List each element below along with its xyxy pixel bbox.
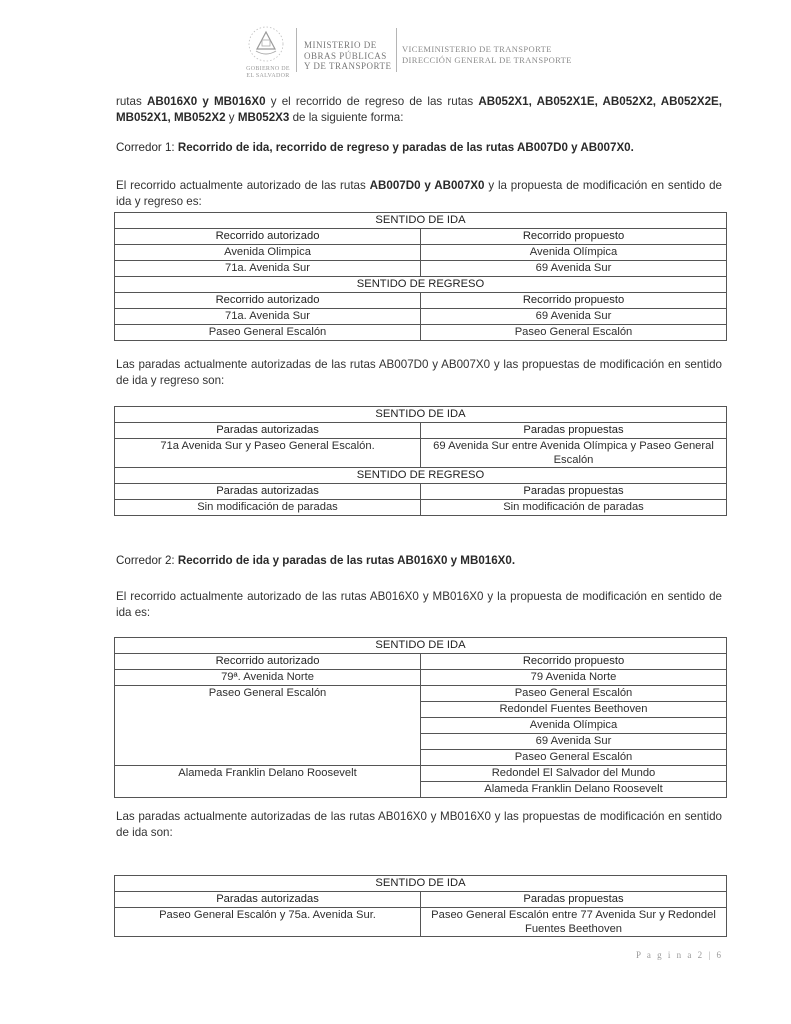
- corredor-2-paragraph-2: Las paradas actualmente autorizadas de las rutas AB016X0 y MB016X0 y las propuestas de modificación en sentido de ida son:: [116, 810, 722, 839]
- corredor-1-route-table: [114, 212, 727, 341]
- table-row: [115, 670, 727, 686]
- table-cell: 79ª. Avenida Norte: [115, 670, 421, 686]
- intro-text: rutas: [116, 95, 147, 108]
- corredor-title: Recorrido de ida y paradas de las rutas AB016X0 y MB016X0.: [174, 554, 516, 567]
- table-section-title: SENTIDO DE IDA: [115, 638, 727, 654]
- column-header: Paradas autorizadas: [115, 892, 421, 908]
- table-cell: Avenida Olímpica: [421, 718, 727, 734]
- column-header: Paradas propuestas: [421, 484, 727, 500]
- table-cell: Alameda Franklin Delano Roosevelt: [421, 782, 727, 798]
- corredor-label: Corredor 1:: [116, 141, 175, 154]
- table-row: [115, 213, 727, 229]
- paragraph-text: y la propuesta de modificación en sentido de ida y regreso es:: [116, 179, 723, 208]
- header-divider: [296, 28, 297, 72]
- table-cell: Paseo General Escalón: [421, 750, 727, 766]
- seal-caption-line: EL SALVADOR: [246, 73, 290, 79]
- corredor-1-paragraph-1: [116, 178, 722, 210]
- table-cell: 79 Avenida Norte: [421, 670, 727, 686]
- vice-line: DIRECCIÓN GENERAL DE TRANSPORTE: [402, 55, 572, 65]
- corredor-1-heading: [116, 141, 634, 154]
- corredor-2-route-table: [114, 637, 727, 798]
- vice-line: VICEMINISTERIO DE TRANSPORTE: [402, 44, 552, 54]
- corredor-title: Recorrido de ida, recorrido de regreso y paradas de las rutas AB007D0 y AB007X0.: [174, 141, 634, 154]
- table-cell: 69 Avenida Sur: [421, 309, 727, 325]
- table-cell: Paseo General Escalón: [115, 686, 421, 766]
- column-header: Recorrido propuesto: [421, 229, 727, 245]
- table-row: [115, 407, 727, 423]
- column-header: Recorrido propuesto: [421, 293, 727, 309]
- corredor-2-heading: [116, 554, 515, 567]
- table-row: [115, 500, 727, 516]
- page-number: P a g i n a 2 | 6: [636, 950, 723, 960]
- intro-text: y el recorrido de regreso de las rutas: [265, 95, 479, 108]
- ministry-line: Y DE TRANSPORTE: [304, 61, 392, 71]
- table-cell: [421, 439, 727, 468]
- table-row: [115, 484, 727, 500]
- table-cell: 69 Avenida Sur: [421, 261, 727, 277]
- table-row: [115, 325, 727, 341]
- table-row: [115, 277, 727, 293]
- intro-bold: AB052X1, AB052X1E, AB052X2, AB052X2E, MB052X1, MB052X2: [116, 95, 722, 124]
- table-cell: [421, 908, 727, 937]
- table-cell: 71a Avenida Sur y Paseo General Escalón.: [115, 439, 421, 468]
- table-cell: Paseo General Escalón: [421, 325, 727, 341]
- column-header: Paradas propuestas: [421, 892, 727, 908]
- table-row: [115, 908, 727, 937]
- table-row: [115, 309, 727, 325]
- table-row: [115, 468, 727, 484]
- table-row: [115, 229, 727, 245]
- vice-ministry-name: [402, 44, 572, 66]
- column-header: Paradas propuestas: [421, 423, 727, 439]
- seal-caption-line: GOBIERNO DE: [246, 66, 290, 72]
- table-section-title: SENTIDO DE REGRESO: [115, 277, 727, 293]
- table-row: [115, 245, 727, 261]
- table-cell: 69 Avenida Sur: [421, 734, 727, 750]
- table-cell: Sin modificación de paradas: [421, 500, 727, 516]
- cell-line: Fuentes Beethoven: [524, 923, 623, 935]
- ministry-line: OBRAS PÚBLICAS: [304, 50, 387, 61]
- table-section-title: SENTIDO DE REGRESO: [115, 468, 727, 484]
- table-cell: Paseo General Escalón y 75a. Avenida Sur.: [115, 908, 421, 937]
- table-row: [115, 766, 727, 782]
- column-header: Recorrido propuesto: [421, 654, 727, 670]
- ministry-line: MINISTERIO DE: [304, 40, 377, 50]
- table-cell: Avenida Olimpica: [115, 245, 421, 261]
- cell-line: Paseo General Escalón entre 77 Avenida Sur y Redondel: [431, 909, 716, 921]
- column-header: Recorrido autorizado: [115, 654, 421, 670]
- table-cell: Paseo General Escalón: [421, 686, 727, 702]
- table-cell: Avenida Olímpica: [421, 245, 727, 261]
- table-cell: 71a. Avenida Sur: [115, 309, 421, 325]
- table-section-title: SENTIDO DE IDA: [115, 213, 727, 229]
- page-header: [238, 22, 598, 80]
- table-row: [115, 892, 727, 908]
- table-row: [115, 293, 727, 309]
- cell-line: Escalón: [553, 454, 594, 466]
- header-divider: [396, 28, 397, 72]
- table-section-title: SENTIDO DE IDA: [115, 876, 727, 892]
- corredor-label: Corredor 2:: [116, 554, 175, 567]
- intro-bold: MB052X3: [237, 111, 290, 124]
- table-row: [115, 423, 727, 439]
- column-header: Paradas autorizadas: [115, 423, 421, 439]
- cell-line: 69 Avenida Sur entre Avenida Olímpica y Paseo General: [433, 440, 714, 452]
- seal-caption: [238, 66, 298, 80]
- paragraph-text: El recorrido actualmente autorizado de las rutas: [116, 179, 370, 192]
- column-header: Paradas autorizadas: [115, 484, 421, 500]
- intro-bold: AB016X0 y MB016X0: [146, 95, 266, 108]
- table-cell: 71a. Avenida Sur: [115, 261, 421, 277]
- table-cell: Redondel Fuentes Beethoven: [421, 702, 727, 718]
- intro-paragraph: [116, 94, 722, 126]
- table-cell: Paseo General Escalón: [115, 325, 421, 341]
- coat-of-arms-icon: [242, 22, 290, 70]
- table-row: [115, 686, 727, 702]
- table-cell: Redondel El Salvador del Mundo: [421, 766, 727, 782]
- table-row: [115, 654, 727, 670]
- corredor-2-paragraph-1: El recorrido actualmente autorizado de las rutas AB016X0 y MB016X0 y la propuesta de modificación en sentido de ida es:: [116, 590, 722, 619]
- table-cell: Alameda Franklin Delano Roosevelt: [115, 766, 421, 798]
- table-cell: Sin modificación de paradas: [115, 500, 421, 516]
- corredor-1-stops-table: [114, 406, 727, 516]
- ministry-name: [304, 40, 391, 72]
- table-row: [115, 876, 727, 892]
- corredor-1-paragraph-2: Las paradas actualmente autorizadas de las rutas AB007D0 y AB007X0 y las propuestas de modificación en sentido de ida y regreso son:: [116, 358, 722, 387]
- table-row: [115, 261, 727, 277]
- table-section-title: SENTIDO DE IDA: [115, 407, 727, 423]
- corredor-2-stops-table: [114, 875, 727, 937]
- table-row: [115, 439, 727, 468]
- column-header: Recorrido autorizado: [115, 229, 421, 245]
- paragraph-bold: AB007D0 y AB007X0: [369, 179, 485, 192]
- table-row: [115, 638, 727, 654]
- intro-text: y: [225, 111, 238, 124]
- intro-text: de la siguiente forma:: [289, 111, 404, 124]
- column-header: Recorrido autorizado: [115, 293, 421, 309]
